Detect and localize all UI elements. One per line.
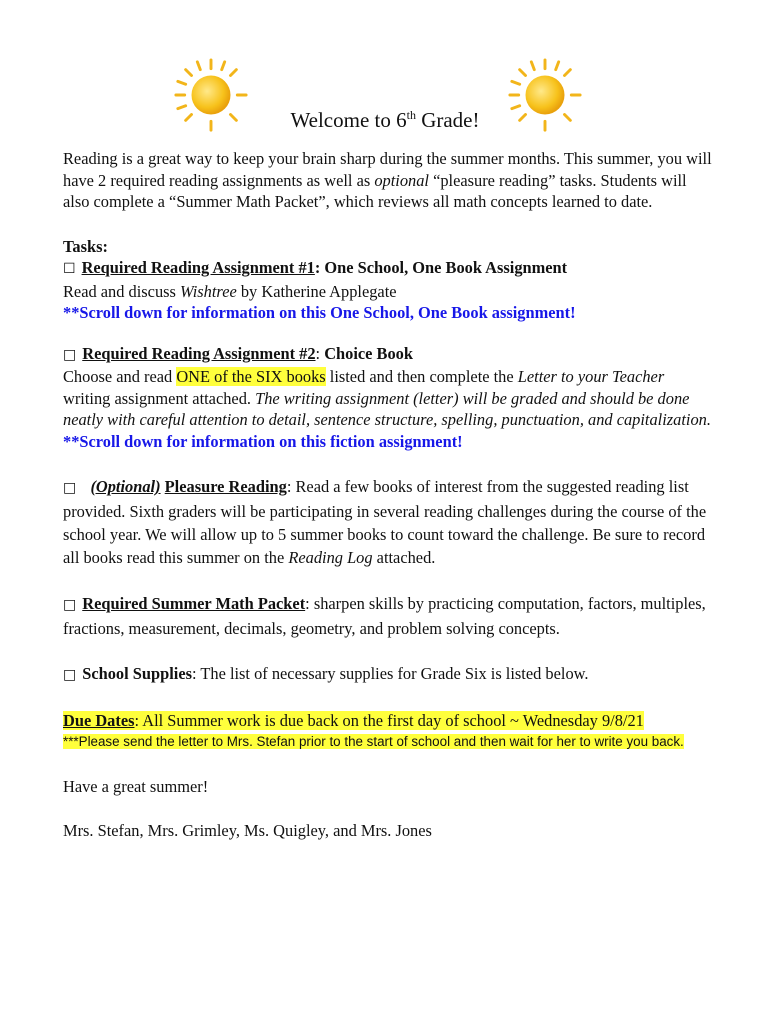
page-title: Welcome to 6th Grade! bbox=[290, 108, 480, 132]
task-1-description: Read and discuss Wishtree by Katherine Applegate bbox=[63, 281, 397, 301]
task-2-description: Choose and read ONE of the SIX books listed and then complete the Letter to your Teacher writing assignment attached. The writing assignment (letter) will be graded and should be done neatly with careful attention to detail, sentence structure, spelling, punctuation, and capitalization. bbox=[63, 367, 711, 429]
checkbox-icon: □ bbox=[63, 480, 77, 496]
document-body bbox=[63, 148, 713, 842]
checkbox-icon: ☐ bbox=[63, 261, 76, 277]
due-dates-note: ***Please send the letter to Mrs. Stefan prior to the start of school and then wait for her to write you back. bbox=[63, 734, 684, 749]
task-3-paragraph: □ (Optional) Pleasure Reading: Read a few books of interest from the suggested reading list provided. Sixth graders will be participating in several reading challenges during the course of the school year. We will allow up to 5 summer books to count toward the challenge. Be sure to record all books read this summer on the Reading Log attached. bbox=[63, 477, 707, 567]
due-dates: Due Dates: All Summer work is due back on the first day of school ~ Wednesday 9/8/21 bbox=[63, 710, 644, 730]
task-1-note: **Scroll down for information on this One School, One Book assignment! bbox=[63, 303, 576, 322]
checkbox-icon: □ bbox=[63, 346, 77, 363]
checkbox-icon: □ bbox=[63, 597, 77, 613]
task-1-heading: ☐ Required Reading Assignment #1: One School, One Book Assignment bbox=[63, 258, 568, 277]
closing-line: Have a great summer! bbox=[63, 776, 209, 796]
task-5-paragraph: □ School Supplies: The list of necessary supplies for Grade Six is listed below. bbox=[63, 664, 589, 683]
checkbox-icon: □ bbox=[63, 667, 77, 683]
task-2-heading: □ Required Reading Assignment #2: Choice Book bbox=[63, 343, 413, 363]
task-4-paragraph: □ Required Summer Math Packet: sharpen skills by practicing computation, factors, multiples, fractions, measurement, decimals, geometry, and problem solving concepts. bbox=[63, 594, 706, 638]
intro-paragraph: Reading is a great way to keep your brain sharp during the summer months. This summer, you will have 2 required reading assignments as well as optional “pleasure reading” tasks. Students will also complete a “Summer Math Packet”, which reviews all math concepts learned to date. bbox=[63, 149, 712, 211]
signature: Mrs. Stefan, Mrs. Grimley, Ms. Quigley, and Mrs. Jones bbox=[63, 821, 432, 840]
highlighted-text: ONE of the SIX books bbox=[176, 367, 326, 386]
tasks-heading: Tasks: bbox=[63, 236, 108, 256]
task-2-note: **Scroll down for information on this fiction assignment! bbox=[63, 431, 463, 451]
